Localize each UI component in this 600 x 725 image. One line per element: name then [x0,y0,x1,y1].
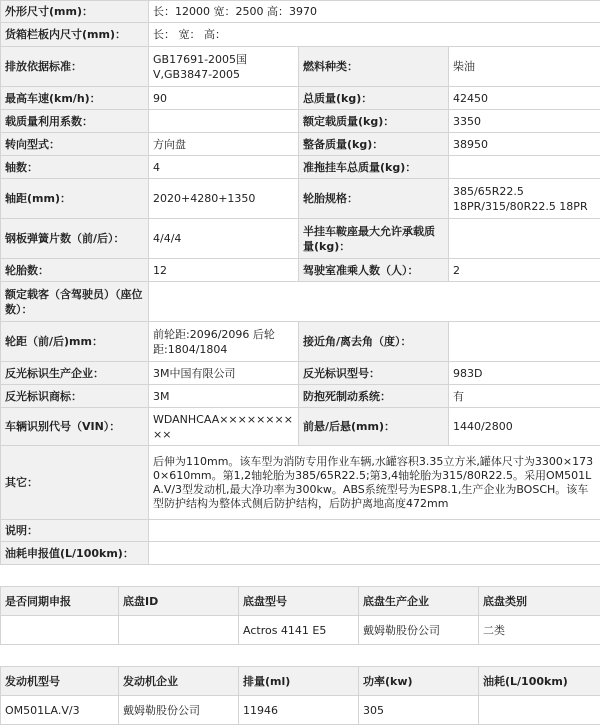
load-util-value [149,110,299,133]
reflector-model-label: 反光标识型号： [299,362,449,385]
tire-count-value: 12 [149,259,299,282]
speed-label: 最高车速(km/h)： [1,87,149,110]
engine-header-displacement: 排量(ml) [239,667,359,696]
reflector-maker-label: 反光标识生产企业： [1,362,149,385]
reflector-maker-value: 3M中国有限公司 [149,362,299,385]
dims-value: 长：12000 宽：2500 高：3970 [149,1,600,23]
tire-spec-label: 轮胎规格： [299,179,449,219]
springs-value: 4/4/4 [149,219,299,259]
reflector-brand-value: 3M [149,385,299,408]
saddle-load-value [449,219,600,259]
chassis-header-id: 底盘ID [119,587,239,616]
total-mass-value: 42450 [449,87,600,110]
engine-table [0,666,600,725]
track-value: 前轮距:2096/2096 后轮距:1804/1804 [149,322,299,362]
trailer-mass-value [449,156,600,179]
dims-label: 外形尺寸(mm)： [1,1,149,23]
section-gap [0,565,600,586]
chassis-cell-sync [1,616,119,645]
saddle-load-label: 半挂车鞍座最大允许承载质量(kg)： [299,219,449,259]
vin-value: WDANHCAA×××××××××× [149,408,299,446]
tire-spec-value: 385/65R22.5 18PR/315/80R22.5 18PR [449,179,600,219]
angle-label: 接近角/离去角（度）： [299,322,449,362]
engine-cell-model: OM501LA.V/3 [1,696,119,725]
reflector-model-value: 983D [449,362,600,385]
emission-value: GB17691-2005国Ⅴ,GB3847-2005 [149,47,299,87]
track-label: 轮距（前/后)mm： [1,322,149,362]
chassis-cell-model: Actros 4141 E5 [239,616,359,645]
note-value [149,520,600,542]
abs-label: 防抱死制动系统： [299,385,449,408]
fuel-decl-value [149,542,600,565]
engine-header-fuel: 油耗(L/100km) [479,667,600,696]
passenger-value [149,282,600,322]
other-value: 后伸为110mm。该车型为消防专用作业车辆,水罐容积3.35立方米,罐体尺寸为3300×1730×610mm。第1,2轴轮胎为385/65R22.5;第3,4轴轮胎为315/80R22.5。采用OM501LA.V/3型发动机,最大净功率为300kw。ABS系统型号为ESP8.1,生产企业为BOSCH。该车型防护结构为整体式侧后防护结构，后防护离地高度472mm [149,446,600,520]
load-util-label: 载质量利用系数： [1,110,149,133]
reflector-brand-label: 反光标识商标： [1,385,149,408]
note-label: 说明： [1,520,149,542]
passenger-label: 额定载客（含驾驶员）（座位数）： [1,282,149,322]
chassis-cell-id [119,616,239,645]
axles-value: 4 [149,156,299,179]
fuel-decl-label: 油耗申报值(L/100km)： [1,542,149,565]
curb-mass-value: 38950 [449,133,600,156]
rated-load-label: 额定载质量(kg)： [299,110,449,133]
overhang-value: 1440/2800 [449,408,600,446]
curb-mass-label: 整备质量(kg)： [299,133,449,156]
vin-label: 车辆识别代号（VIN）： [1,408,149,446]
angle-value [449,322,600,362]
wheelbase-label: 轴距(mm)： [1,179,149,219]
chassis-header-maker: 底盘生产企业 [359,587,479,616]
fuel-label: 燃料种类： [299,47,449,87]
chassis-cell-maker: 戴姆勒股份公司 [359,616,479,645]
box-dims-value: 长： 宽： 高： [149,23,600,47]
chassis-header-category: 底盘类别 [479,587,600,616]
axles-label: 轴数： [1,156,149,179]
other-label: 其它： [1,446,149,520]
engine-header-model: 发动机型号 [1,667,119,696]
chassis-header-model: 底盘型号 [239,587,359,616]
trailer-mass-label: 准拖挂车总质量(kg)： [299,156,449,179]
steering-label: 转向型式： [1,133,149,156]
abs-value: 有 [449,385,600,408]
emission-label: 排放依据标准： [1,47,149,87]
steering-value: 方向盘 [149,133,299,156]
engine-cell-power: 305 [359,696,479,725]
cab-seats-label: 驾驶室准乘人数（人）： [299,259,449,282]
engine-cell-maker: 戴姆勒股份公司 [119,696,239,725]
wheelbase-value: 2020+4280+1350 [149,179,299,219]
chassis-header-sync: 是否同期申报 [1,587,119,616]
cab-seats-value: 2 [449,259,600,282]
engine-header-power: 功率(kw) [359,667,479,696]
fuel-value: 柴油 [449,47,600,87]
total-mass-label: 总质量(kg)： [299,87,449,110]
chassis-table [0,586,600,645]
speed-value: 90 [149,87,299,110]
box-dims-label: 货箱栏板内尺寸(mm)： [1,23,149,47]
springs-label: 钢板弹簧片数（前/后）： [1,219,149,259]
chassis-cell-category: 二类 [479,616,600,645]
engine-header-maker: 发动机企业 [119,667,239,696]
overhang-label: 前悬/后悬(mm)： [299,408,449,446]
tire-count-label: 轮胎数： [1,259,149,282]
section-gap [0,645,600,666]
engine-cell-displacement: 11946 [239,696,359,725]
rated-load-value: 3350 [449,110,600,133]
